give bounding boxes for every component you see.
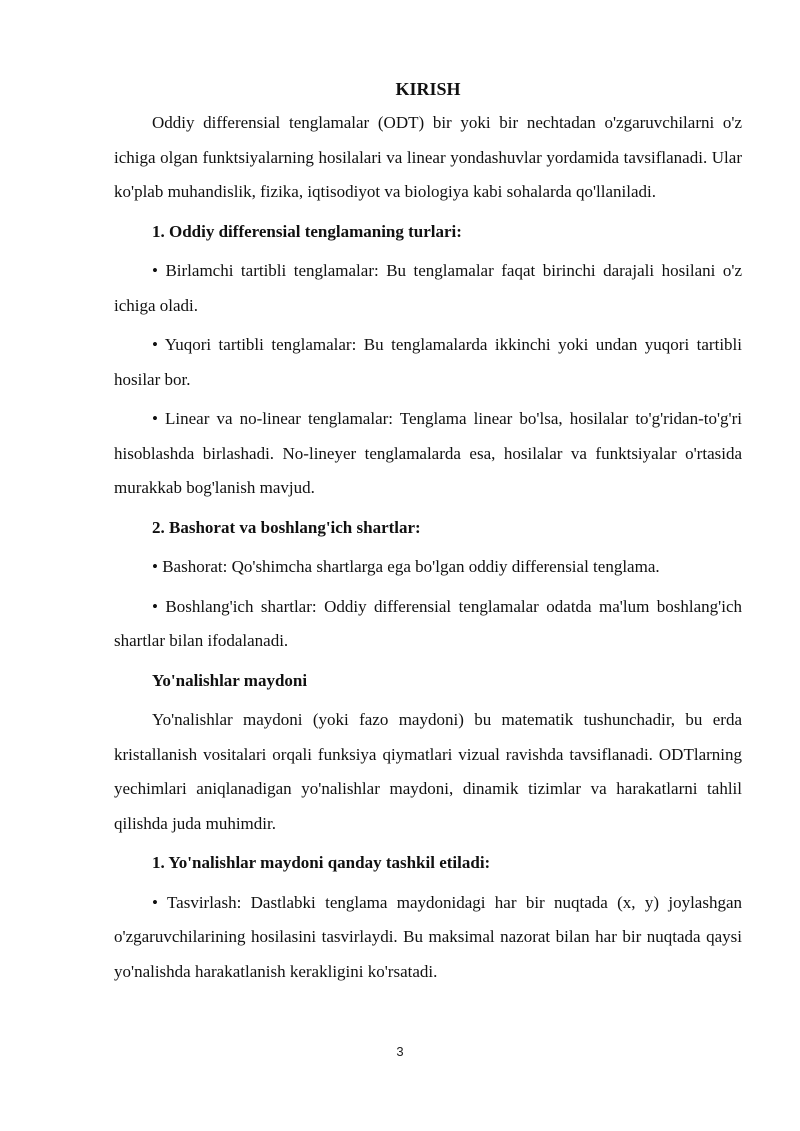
bullet-first-order: • Birlamchi tartibli tenglamalar: Bu tenglamalar faqat birinchi darajali hosilani o'z ichiga oladi. (114, 261, 742, 315)
document-page (114, 72, 742, 989)
intro-paragraph: Oddiy differensial tenglamalar (ODT) bir yoki bir nechtadan o'zgaruvchilarni o'z ichiga olgan funktsiyalarning hosilalari va linear yondashuvlar yordamida tavsiflanadi. Ular ko'plab muhandislik, fizika, iqtisodiyot va biologiya kabi sohalarda qo'llaniladi. (114, 113, 742, 201)
section-heading-initial-conditions: 2. Bashorat va boshlang'ich shartlar: (152, 517, 421, 537)
page-title: KIRISH (395, 79, 461, 99)
bullet-prediction: • Bashorat: Qo'shimcha shartlarga ega bo'lgan oddiy differensial tenglama. (152, 557, 660, 576)
bullet-depiction: • Tasvirlash: Dastlabki tenglama maydonidagi har bir nuqtada (x, y) joylashgan o'zgaruvchilarining hosilasini tasvirlaydi. Bu maksimal nazorat bilan har bir nuqtada qaysi yo'nalishda harakatlanish kerakligini ko'rsatadi. (114, 892, 742, 981)
direction-field-paragraph: Yo'nalishlar maydoni (yoki fazo maydoni) bu matematik tushunchadir, bu erda kristallanish vositalari orqali funksiya qiymatlari vizual ravishda tavsiflanadi. ODTlarning yechimlari aniqlanadigan yo'nalishlar maydoni, dinamik tizimlar va harakatlarni tahlil qilishda juda muhimdir. (114, 710, 742, 833)
section-heading-direction-field: Yo'nalishlar maydoni (152, 670, 308, 690)
bullet-linear-nonlinear: • Linear va no-linear tenglamalar: Tenglama linear bo'lsa, hosilalar to'g'ridan-to'g'ri hisoblashda birlashadi. No-lineyer tenglamalarda esa, hosilalar va funktsiyalar o'rtasida murakkab bog'lanish mavjud. (114, 409, 742, 497)
bullet-initial-conditions: • Boshlang'ich shartlar: Oddiy differensial tenglamalar odatda ma'lum boshlang'ich shartlar bilan ifodalanadi. (114, 596, 742, 650)
page-number: 3 (396, 1044, 404, 1059)
section-heading-types: 1. Oddiy differensial tenglamaning turlari: (152, 221, 462, 241)
section-heading-field-construction: 1. Yo'nalishlar maydoni qanday tashkil etiladi: (152, 853, 491, 872)
bullet-higher-order: • Yuqori tartibli tenglamalar: Bu tenglamalarda ikkinchi yoki undan yuqori tartibli hosilar bor. (114, 335, 742, 389)
